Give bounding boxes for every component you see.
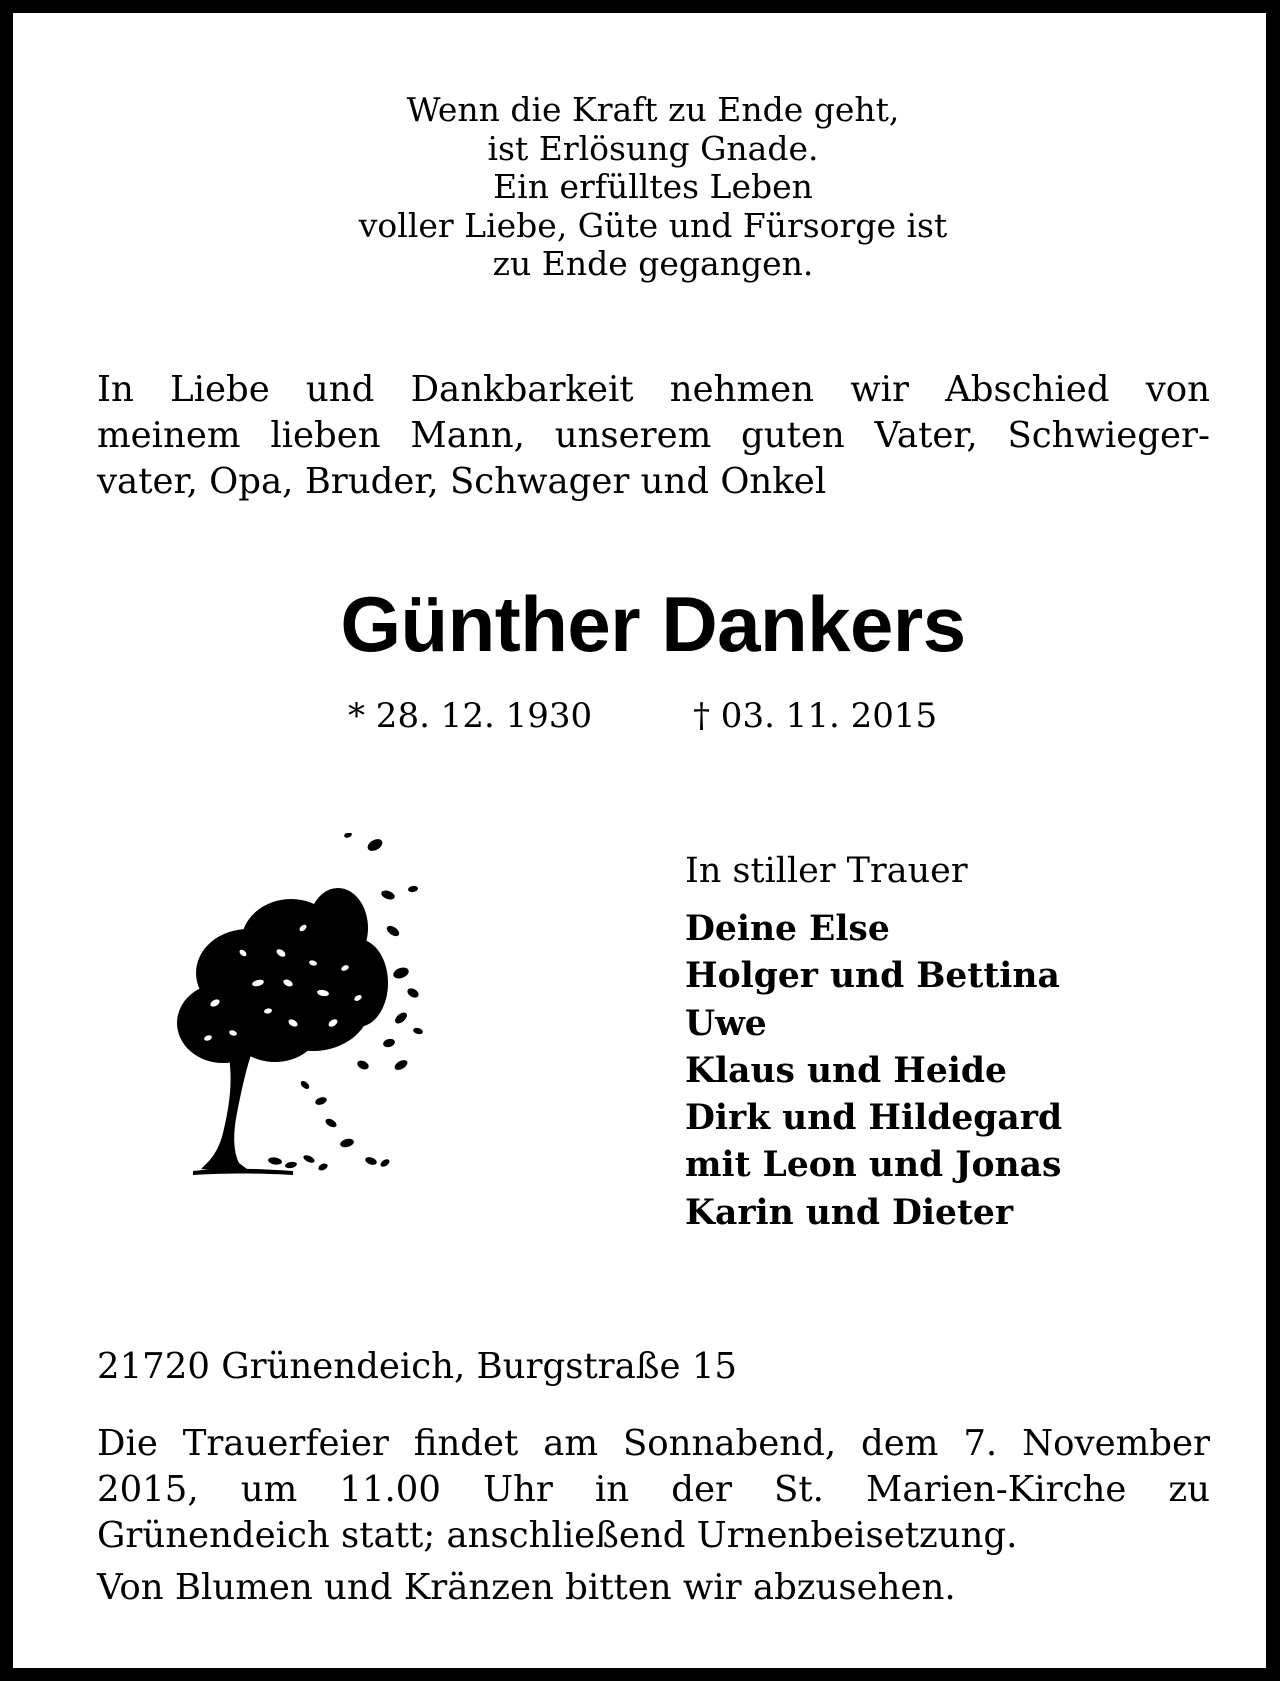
poem-line: Wenn die Kraft zu Ende geht, — [406, 90, 900, 129]
mourner-name: Karin und Dieter — [685, 1192, 1014, 1233]
poem-line: Ein erfülltes Leben — [493, 167, 813, 206]
service-line: Die Trauerfeier findet am Sonnabend, dem 7. November — [97, 1423, 1210, 1464]
windblown-tree-icon — [163, 833, 443, 1178]
mourner-name: Deine Else — [685, 909, 890, 949]
farewell-line: meinem lieben Mann, unserem guten Vater, Schwieger- — [97, 415, 1210, 456]
mourner-name: Holger und Bettina — [685, 956, 1060, 997]
mourning-heading: In stiller Trauer — [685, 851, 968, 891]
poem-line: ist Erlösung Gnade. — [487, 128, 819, 168]
birth-date: * 28. 12. 1930 — [348, 696, 593, 736]
service-line: Grünendeich statt; anschließend Urnenbeisetzung. — [97, 1515, 1018, 1556]
mourning-address: 21720 Grünendeich, Burgstraße 15 — [97, 1346, 737, 1387]
mourner-name: Klaus und Heide — [685, 1050, 1007, 1091]
mourners-list — [685, 906, 1062, 1237]
farewell-paragraph — [97, 367, 1210, 505]
farewell-line: vater, Opa, Bruder, Schwager und Onkel — [97, 461, 827, 502]
death-date: † 03. 11. 2015 — [693, 696, 938, 736]
service-line: 2015, um 11.00 Uhr in der St. Marien-Kirche zu — [97, 1469, 1210, 1510]
poem-line: voller Liebe, Güte und Fürsorge ist — [358, 205, 948, 245]
funeral-service-info — [97, 1421, 1210, 1559]
mourner-name: Dirk und Hildegard — [685, 1098, 1063, 1139]
deceased-name: Günther Dankers — [340, 580, 966, 668]
mourner-name: Uwe — [685, 1003, 767, 1044]
farewell-line: In Liebe und Dankbarkeit nehmen wir Abschied von — [97, 369, 1210, 410]
poem-line: zu Ende gegangen. — [492, 244, 814, 283]
opening-poem — [13, 91, 1280, 284]
flowers-note: Von Blumen und Kränzen bitten wir abzusehen. — [97, 1567, 956, 1608]
mourner-name: mit Leon und Jonas — [685, 1145, 1062, 1186]
